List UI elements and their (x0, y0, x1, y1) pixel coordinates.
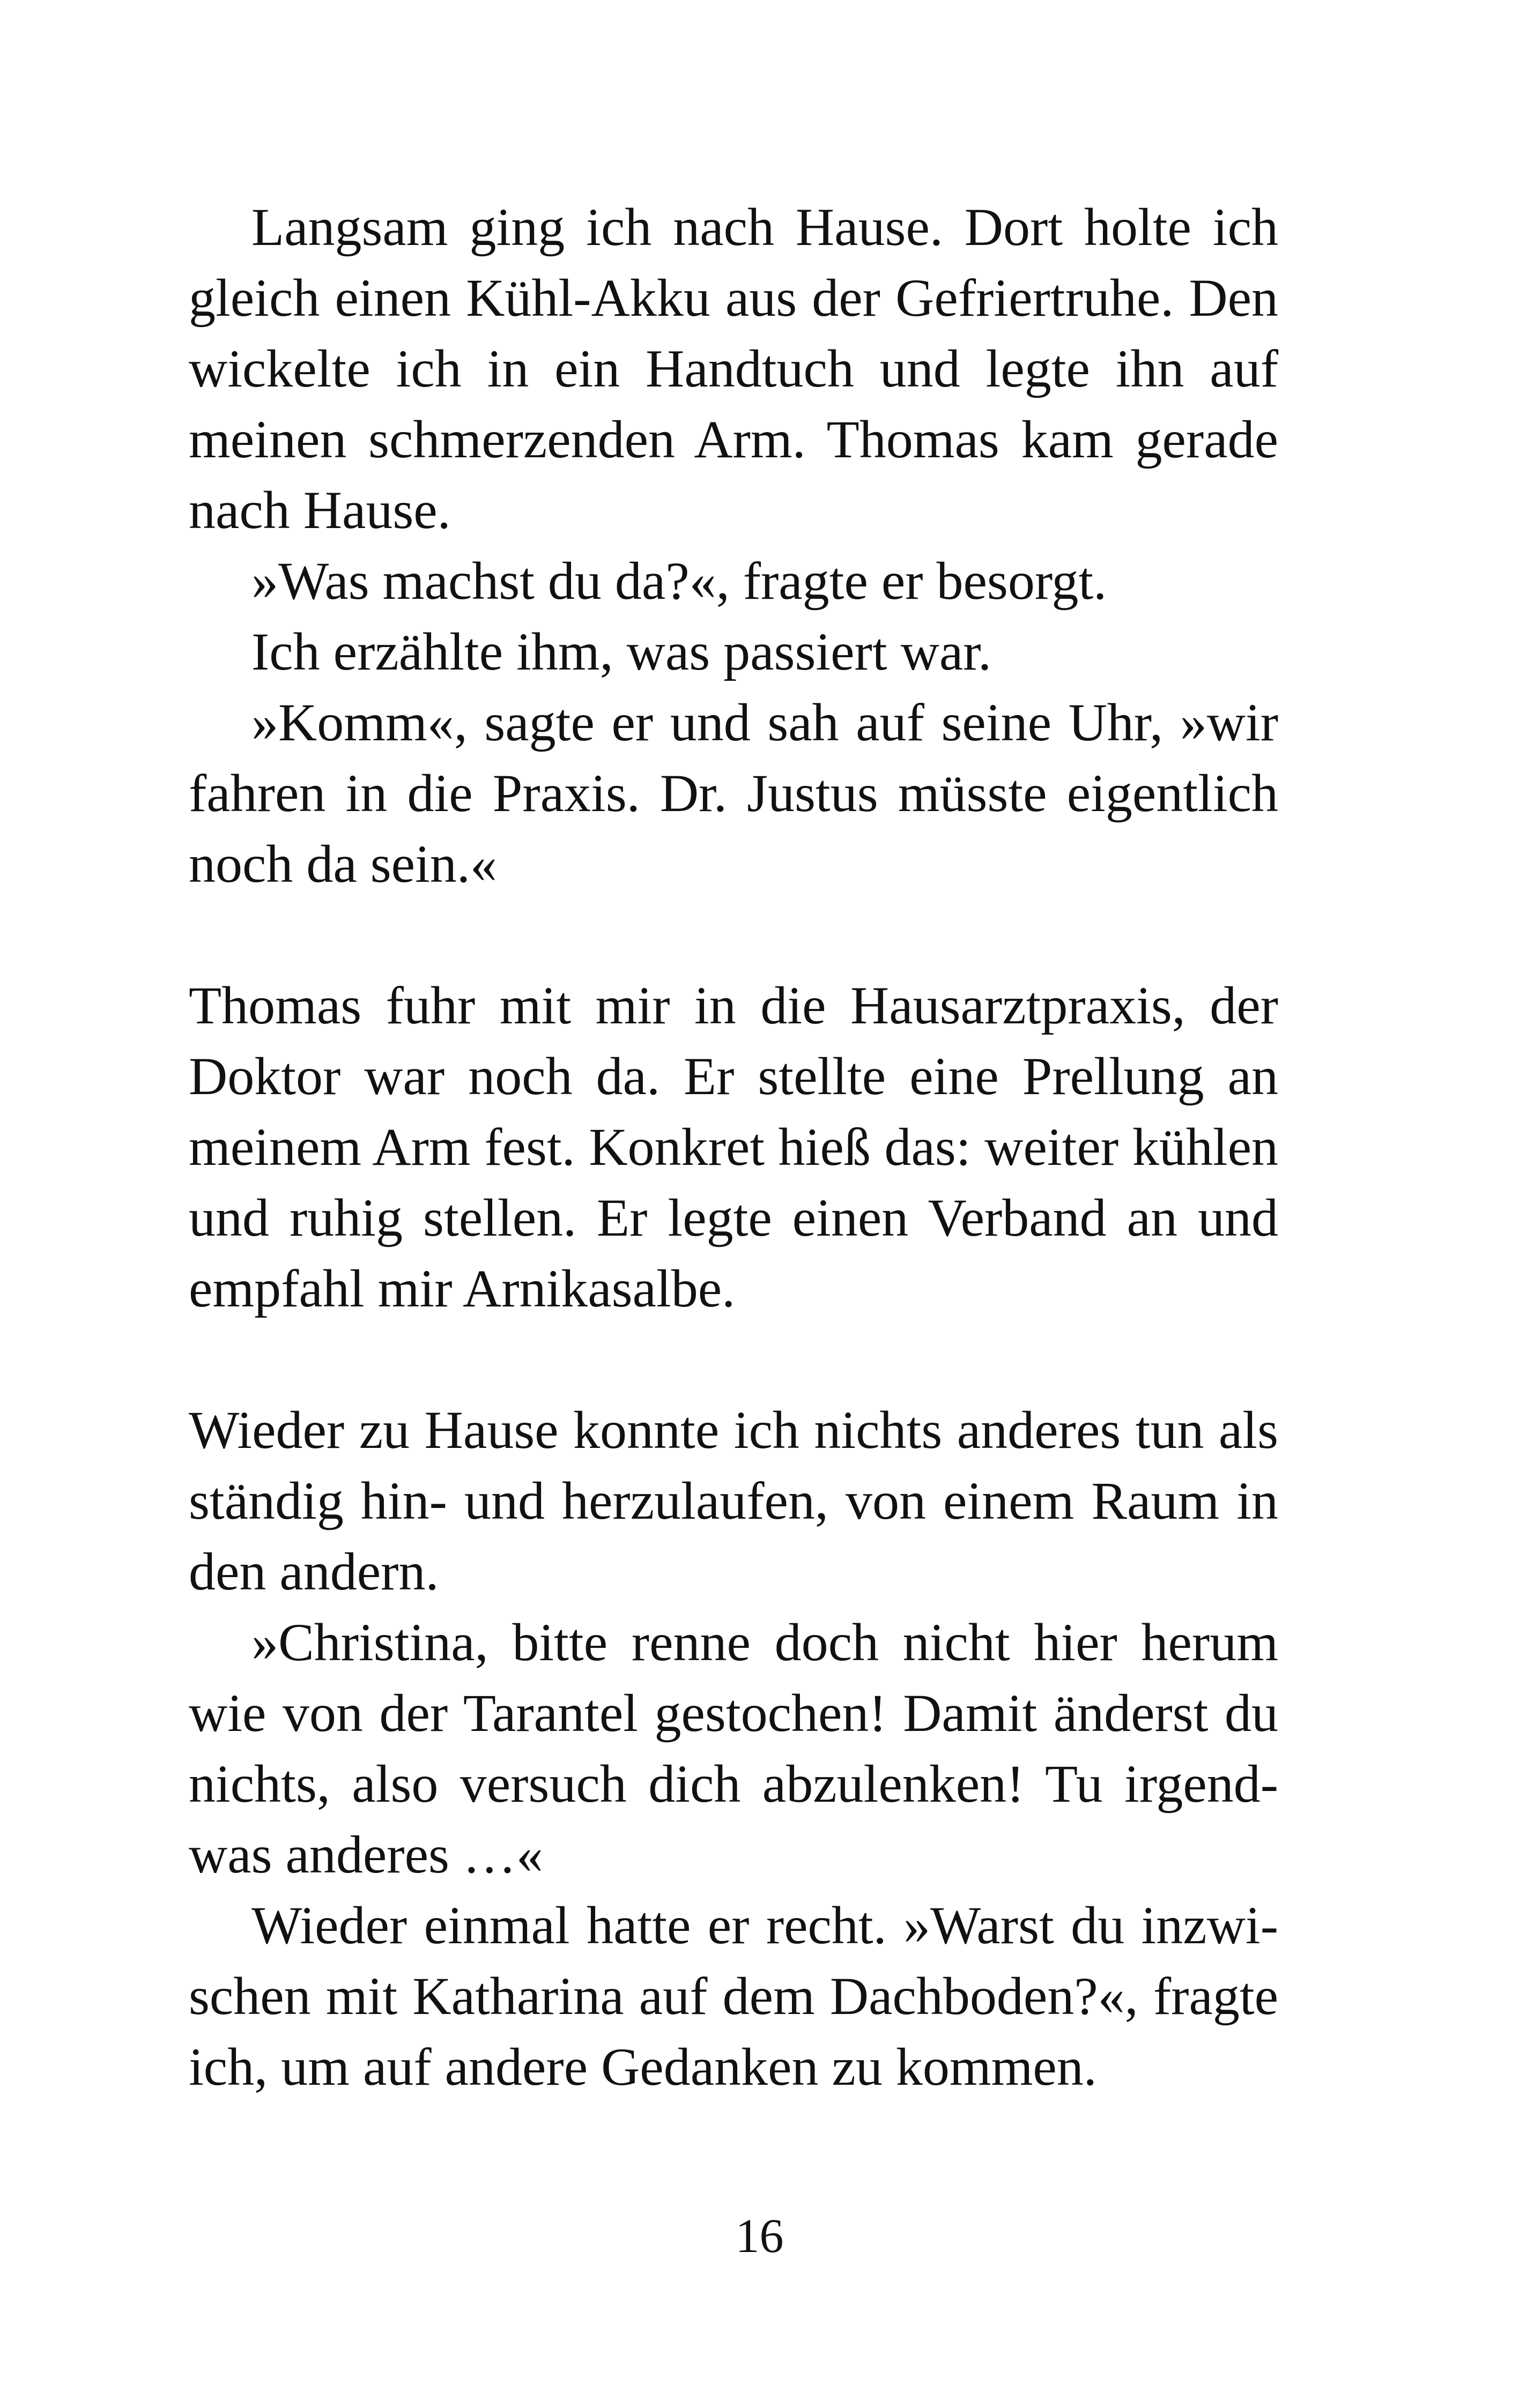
text-line: meinem Arm fest. Konkret hieß das: weiter kühlen (189, 1117, 1278, 1177)
text-line: »Christina, bitte renne doch nicht hier herum (251, 1612, 1278, 1672)
text-line: gleich einen Kühl-Akku aus der Gefriertruhe. Den (189, 268, 1278, 328)
text-line: wie von der Tarantel gestochen! Damit änderst du (189, 1683, 1278, 1743)
paragraph-gap (189, 900, 1278, 970)
text-line: Wieder einmal hatte er recht. »Warst du inzwi- (251, 1896, 1278, 1955)
text-line: »Komm«, sagte er und sah auf seine Uhr, »wir (251, 693, 1278, 752)
text-line: nichts, also versuch dich abzulenken! Tu irgend- (189, 1754, 1278, 1814)
text-line: ständig hin- und herzulaufen, von einem Raum in (189, 1471, 1278, 1530)
text-line: »Was machst du da?«, fragte er besorgt. (251, 551, 1107, 611)
text-line: was anderes …« (189, 1825, 543, 1884)
text-line: Langsam ging ich nach Hause. Dort holte ich (251, 197, 1278, 257)
text-line: ich, um auf andere Gedanken zu kommen. (189, 2037, 1097, 2097)
body-text (189, 192, 1278, 2102)
text-line: noch da sein.« (189, 834, 497, 894)
text-line: und ruhig stellen. Er legte einen Verband an und (189, 1188, 1278, 1247)
text-line: meinen schmerzenden Arm. Thomas kam gerade (189, 410, 1278, 469)
text-line: Doktor war noch da. Er stellte eine Prellung an (189, 1046, 1278, 1106)
page-number: 16 (735, 2210, 784, 2263)
text-line: nach Hause. (189, 480, 451, 540)
text-line: Wieder zu Hause konnte ich nichts anderes tun als (189, 1400, 1278, 1460)
text-line: Thomas fuhr mit mir in die Hausarztpraxis, der (189, 976, 1278, 1035)
text-line: fahren in die Praxis. Dr. Justus müsste eigentlich (189, 763, 1278, 823)
text-line: den andern. (189, 1542, 439, 1601)
text-line: Ich erzählte ihm, was passiert war. (251, 622, 992, 681)
paragraph-gap (189, 1324, 1278, 1395)
text-line: wickelte ich in ein Handtuch und legte ihn auf (189, 339, 1278, 398)
text-line: schen mit Katharina auf dem Dachboden?«, fragte (189, 1966, 1278, 2026)
text-line: empfahl mir Arnikasalbe. (189, 1259, 736, 1318)
